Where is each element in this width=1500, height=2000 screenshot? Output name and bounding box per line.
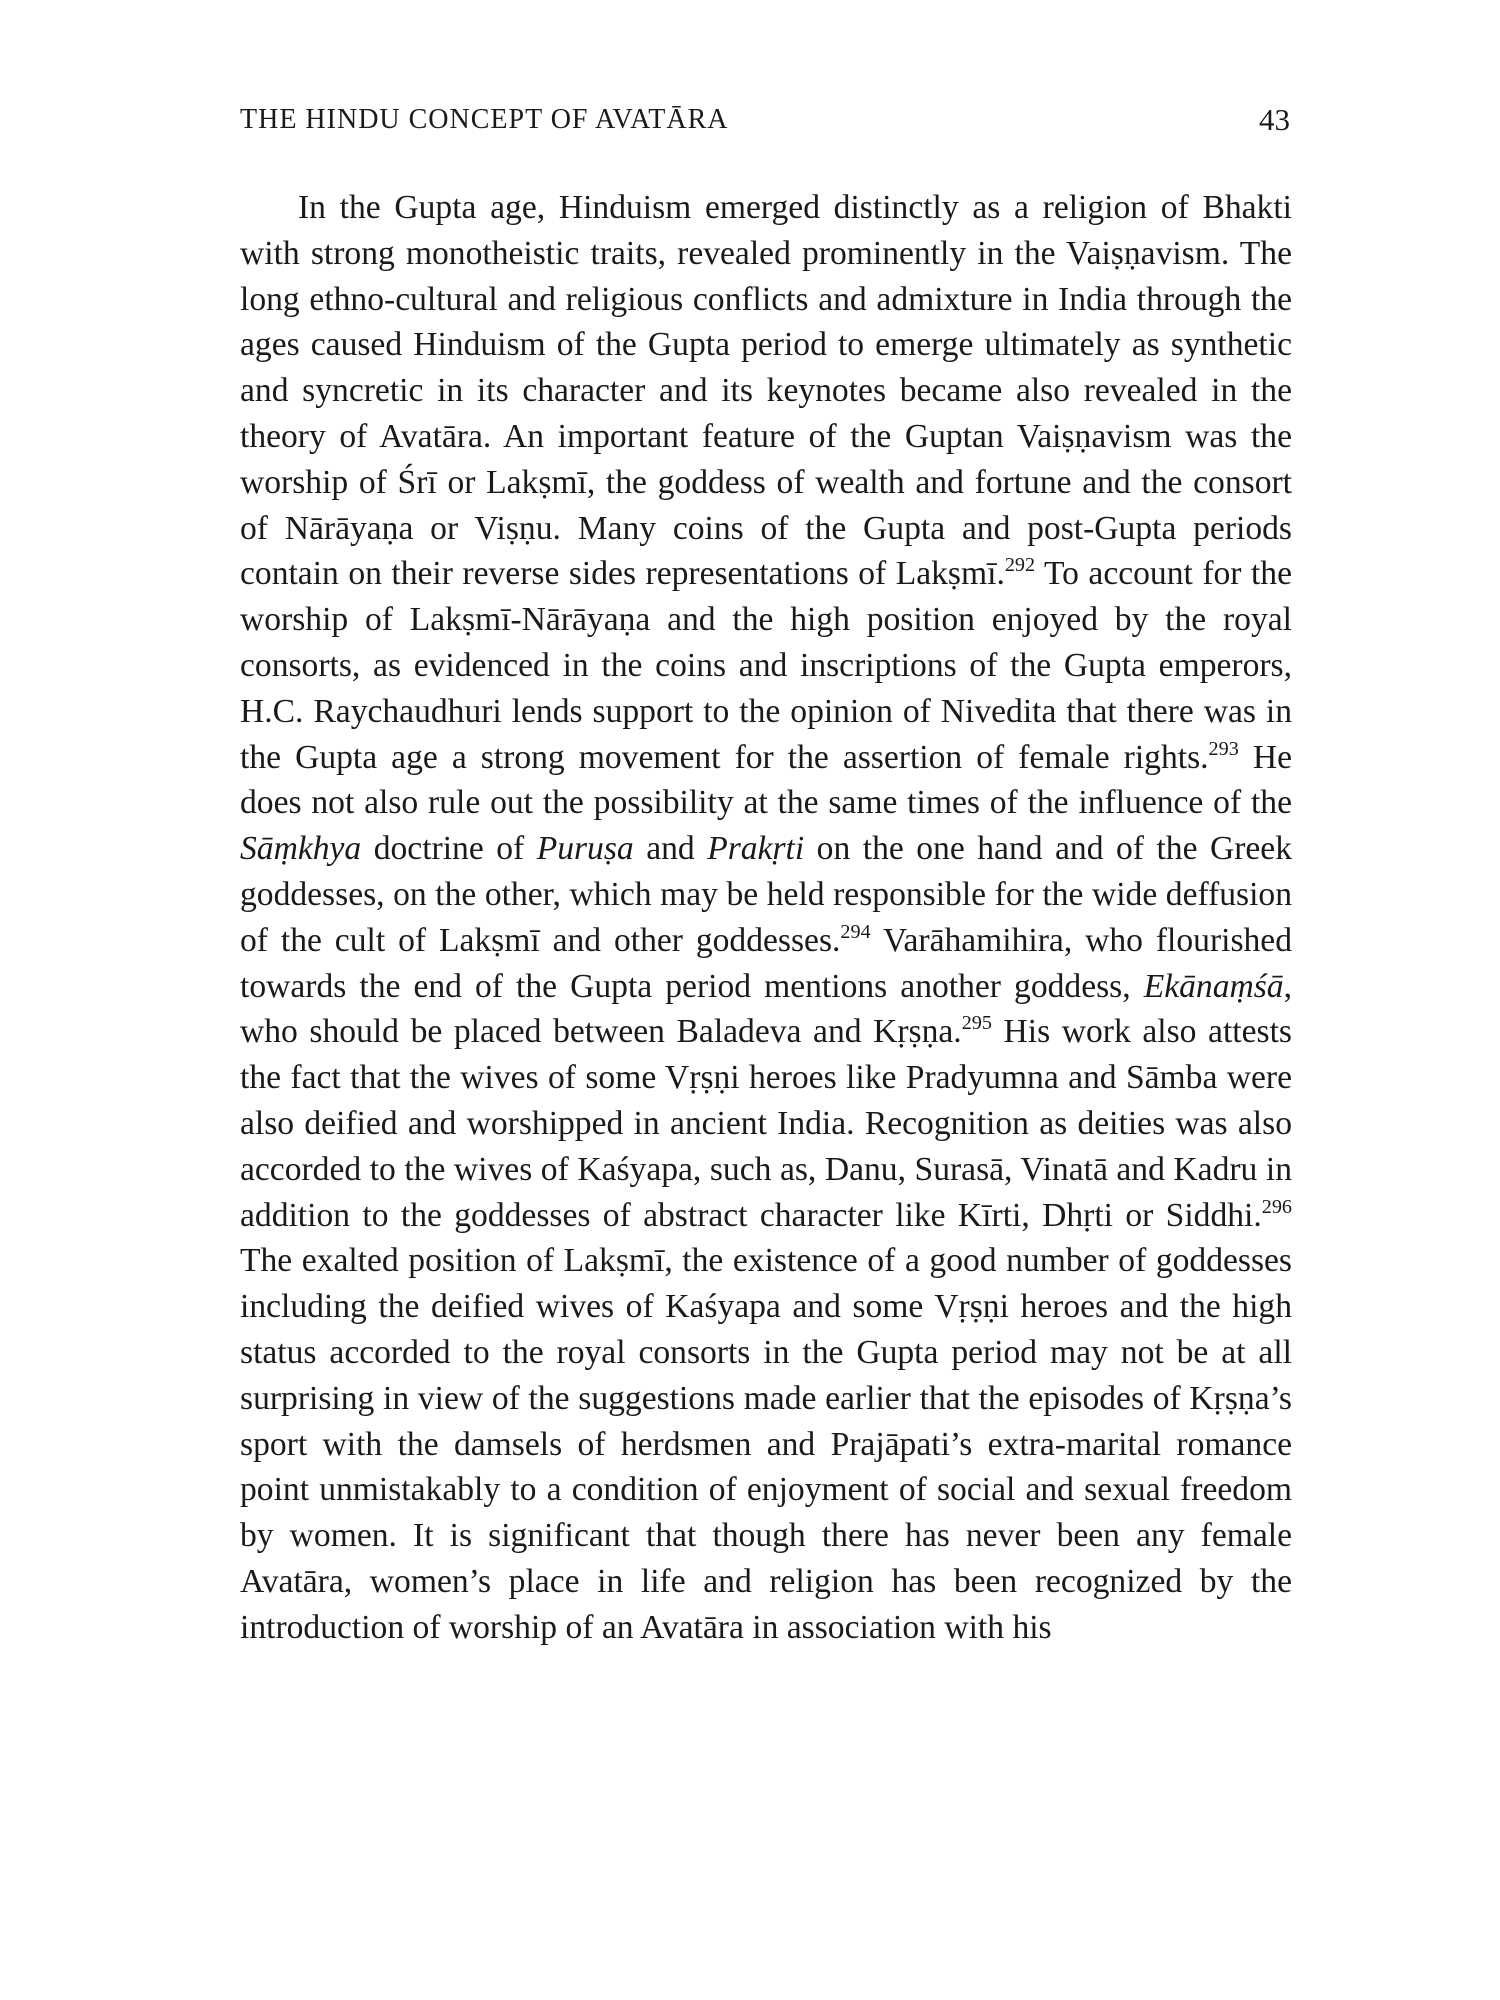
footnote-ref-296: 296: [1261, 1195, 1292, 1218]
text-segment: He does not also rule out the possibility at the same times of the influence of the: [240, 738, 1292, 822]
footnote-ref-292: 292: [1004, 554, 1036, 577]
text-segment: The exalted position of Lakṣmī, the existence of a good number of goddesses including the deified wives of Kaśyapa and some Vṛṣṇi heroes and the high status accorded to the royal consorts in the Gupta period may not be at all surprising in view of the suggestions made earlier that the episodes of Kṛṣṇa’s sport with the damsels of herdsmen and Prajāpati’s extra-marital romance point unmistakably to a condition of enjoyment of social and sexual freedom by women. It is significant that though there has never been any female Avatāra, women’s place in life and religion has been recognized by the introduction of worship of an Avatāra in association with his: [240, 1242, 1292, 1646]
running-title: THE HINDU CONCEPT OF AVATĀRA: [240, 104, 729, 135]
italic-term-samkhya: Sāṃkhya: [240, 830, 362, 868]
footnote-ref-295: 295: [961, 1012, 992, 1035]
text-segment: To account for the worship of Lakṣmī-Nārāyaṇa and the high position enjoyed by the royal consorts, as evidenced in the coins and inscriptions of the Gupta emperors, H.C. Raychaudhuri lends support to the opinion of Nivedita that there was in the Gupta age a strong movement for the assertion of female rights.: [240, 555, 1292, 776]
text-segment: , who should be placed between Baladeva and Kṛṣṇa.: [240, 967, 1292, 1051]
text-segment: Varāhamihira, who flourished towards the end of the Gupta period mentions another goddess,: [240, 921, 1292, 1005]
italic-term-prakrti: Prakṛti: [707, 830, 805, 868]
italic-term-ekanamsa: Ekānaṃśā: [1143, 967, 1284, 1005]
text-segment: In the Gupta age, Hinduism emerged distinctly as a religion of Bhakti with strong monotheistic traits, revealed prominently in the Vaiṣṇavism. The long ethno-cultural and religious conflicts and admixture in India through the ages caused Hinduism of the Gupta period to emerge ultimately as synthetic and syncretic in its character and its keynotes became also revealed in the theory of Avatāra. An important feature of the Guptan Vaiṣṇavism was the worship of Śrī or Lakṣmī, the goddess of wealth and fortune and the consort of Nārāyaṇa or Viṣṇu. Many coins of the Gupta and post-Gupta periods contain on their reverse sides representations of Lakṣmī.: [240, 189, 1292, 593]
footnote-ref-293: 293: [1208, 737, 1239, 760]
text-segment: and: [633, 830, 708, 868]
text-segment: on the one hand and of the Greek goddesses, on the other, which may be held responsible for the wide deffusion of the cult of Lakṣmī and other goddesses.: [240, 830, 1292, 959]
italic-term-purusa: Puruṣa: [536, 830, 634, 868]
page-number: 43: [1259, 102, 1290, 137]
text-segment: His work also attests the fact that the wives of some Vṛṣṇi heroes like Pradyumna and Sāmba were also deified and worshipped in ancient India. Recognition as deities was also accorded to the wives of Kaśyapa, such as, Danu, Surasā, Vinatā and Kadru in addition to the goddesses of abstract character like Kīrti, Dhṛti or Siddhi.: [240, 1013, 1292, 1234]
running-header: [240, 100, 1290, 140]
footnote-ref-294: 294: [840, 920, 871, 943]
body-paragraph: [240, 185, 1292, 1651]
text-segment: doctrine of: [361, 830, 537, 868]
